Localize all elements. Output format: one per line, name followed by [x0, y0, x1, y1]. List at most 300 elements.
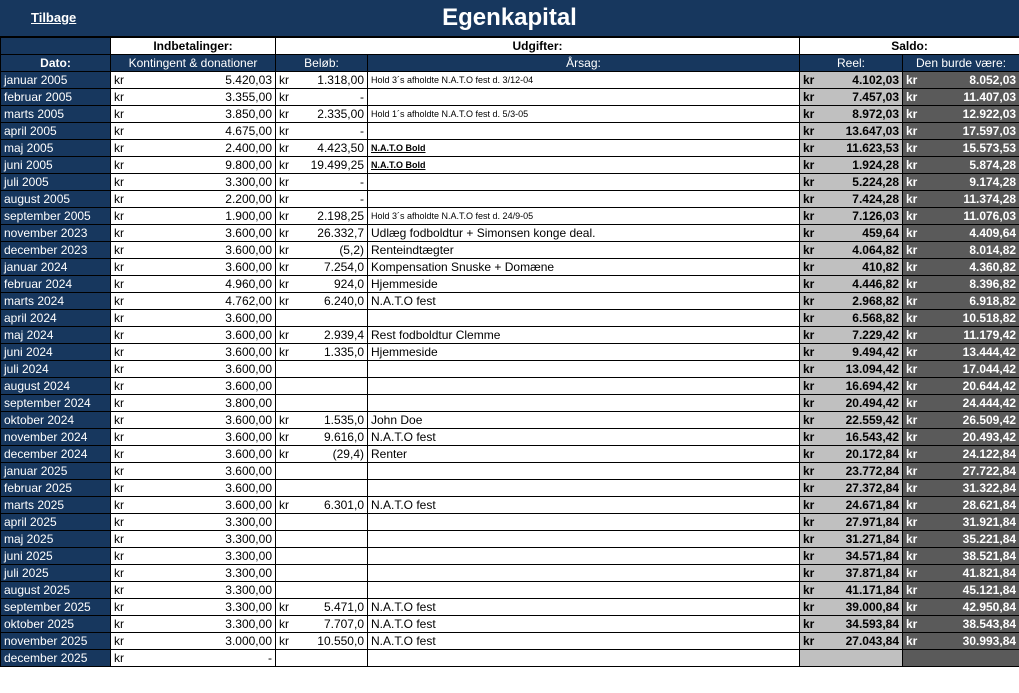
burde-currency-cell[interactable]: kr	[903, 276, 930, 293]
expense-amount-cell[interactable]	[308, 361, 368, 378]
expense-currency-cell[interactable]: kr	[276, 497, 308, 514]
reel-currency-cell[interactable]: kr	[800, 89, 827, 106]
income-amount-cell[interactable]: 5.420,03	[148, 72, 276, 89]
reel-currency-cell[interactable]: kr	[800, 599, 827, 616]
reason-cell[interactable]	[368, 565, 800, 582]
reel-currency-cell[interactable]: kr	[800, 514, 827, 531]
expense-amount-cell[interactable]: 19.499,25	[308, 157, 368, 174]
income-currency-cell[interactable]: kr	[111, 650, 148, 667]
date-cell[interactable]: marts 2025	[1, 497, 111, 514]
reason-cell[interactable]: N.A.T.O Bold	[368, 140, 800, 157]
burde-currency-cell[interactable]: kr	[903, 531, 930, 548]
reason-cell[interactable]: Hold 3´s afholdte N.A.T.O fest d. 3/12-04	[368, 72, 800, 89]
income-currency-cell[interactable]: kr	[111, 582, 148, 599]
expense-amount-cell[interactable]: -	[308, 89, 368, 106]
reason-cell[interactable]	[368, 514, 800, 531]
date-cell[interactable]: januar 2025	[1, 463, 111, 480]
expense-amount-cell[interactable]: 26.332,7	[308, 225, 368, 242]
income-currency-cell[interactable]: kr	[111, 480, 148, 497]
income-currency-cell[interactable]: kr	[111, 429, 148, 446]
burde-currency-cell[interactable]: kr	[903, 174, 930, 191]
reel-currency-cell[interactable]	[800, 650, 827, 667]
reel-currency-cell[interactable]: kr	[800, 123, 827, 140]
expense-amount-cell[interactable]	[308, 395, 368, 412]
date-cell[interactable]: maj 2025	[1, 531, 111, 548]
reel-balance-cell[interactable]: 20.494,42	[827, 395, 903, 412]
burde-currency-cell[interactable]: kr	[903, 259, 930, 276]
burde-balance-cell[interactable]: 11.374,28	[930, 191, 1019, 208]
income-amount-cell[interactable]: 4.675,00	[148, 123, 276, 140]
reel-balance-cell[interactable]: 22.559,42	[827, 412, 903, 429]
reel-currency-cell[interactable]: kr	[800, 310, 827, 327]
reason-cell[interactable]: Udlæg fodboldtur + Simonsen konge deal.	[368, 225, 800, 242]
burde-currency-cell[interactable]: kr	[903, 225, 930, 242]
burde-balance-cell[interactable]: 8.396,82	[930, 276, 1019, 293]
income-currency-cell[interactable]: kr	[111, 259, 148, 276]
expense-amount-cell[interactable]: 2.939,4	[308, 327, 368, 344]
reel-balance-cell[interactable]: 27.372,84	[827, 480, 903, 497]
income-amount-cell[interactable]: 3.000,00	[148, 633, 276, 650]
reel-currency-cell[interactable]: kr	[800, 616, 827, 633]
reel-balance-cell[interactable]: 7.424,28	[827, 191, 903, 208]
income-amount-cell[interactable]: 2.200,00	[148, 191, 276, 208]
burde-balance-cell[interactable]: 4.409,64	[930, 225, 1019, 242]
reel-balance-cell[interactable]: 4.064,82	[827, 242, 903, 259]
reel-currency-cell[interactable]: kr	[800, 497, 827, 514]
income-amount-cell[interactable]: 3.600,00	[148, 446, 276, 463]
date-cell[interactable]: april 2005	[1, 123, 111, 140]
income-currency-cell[interactable]: kr	[111, 276, 148, 293]
date-cell[interactable]: oktober 2024	[1, 412, 111, 429]
income-currency-cell[interactable]: kr	[111, 395, 148, 412]
reason-cell[interactable]: John Doe	[368, 412, 800, 429]
date-cell[interactable]: august 2005	[1, 191, 111, 208]
burde-currency-cell[interactable]: kr	[903, 633, 930, 650]
reel-balance-cell[interactable]: 31.271,84	[827, 531, 903, 548]
income-currency-cell[interactable]: kr	[111, 174, 148, 191]
income-amount-cell[interactable]: 3.300,00	[148, 599, 276, 616]
expense-amount-cell[interactable]: -	[308, 174, 368, 191]
burde-balance-cell[interactable]: 17.044,42	[930, 361, 1019, 378]
burde-currency-cell[interactable]: kr	[903, 616, 930, 633]
reel-currency-cell[interactable]: kr	[800, 480, 827, 497]
reel-balance-cell[interactable]	[827, 650, 903, 667]
reason-cell[interactable]: N.A.T.O fest	[368, 616, 800, 633]
reel-balance-cell[interactable]: 39.000,84	[827, 599, 903, 616]
income-currency-cell[interactable]: kr	[111, 89, 148, 106]
reason-cell[interactable]	[368, 480, 800, 497]
burde-balance-cell[interactable]: 24.122,84	[930, 446, 1019, 463]
reel-currency-cell[interactable]: kr	[800, 429, 827, 446]
burde-balance-cell[interactable]: 26.509,42	[930, 412, 1019, 429]
reason-cell[interactable]: Hjemmeside	[368, 344, 800, 361]
expense-currency-cell[interactable]: kr	[276, 242, 308, 259]
income-amount-cell[interactable]: 3.600,00	[148, 310, 276, 327]
income-amount-cell[interactable]: 3.600,00	[148, 259, 276, 276]
reason-cell[interactable]	[368, 650, 800, 667]
expense-currency-cell[interactable]	[276, 310, 308, 327]
income-amount-cell[interactable]: 3.600,00	[148, 344, 276, 361]
income-currency-cell[interactable]: kr	[111, 191, 148, 208]
date-cell[interactable]: februar 2005	[1, 89, 111, 106]
burde-balance-cell[interactable]: 5.874,28	[930, 157, 1019, 174]
income-currency-cell[interactable]: kr	[111, 242, 148, 259]
reel-currency-cell[interactable]: kr	[800, 395, 827, 412]
date-cell[interactable]: maj 2024	[1, 327, 111, 344]
expense-amount-cell[interactable]	[308, 582, 368, 599]
burde-balance-cell[interactable]: 10.518,82	[930, 310, 1019, 327]
expense-currency-cell[interactable]: kr	[276, 412, 308, 429]
reel-currency-cell[interactable]: kr	[800, 225, 827, 242]
income-amount-cell[interactable]: 3.600,00	[148, 497, 276, 514]
income-amount-cell[interactable]: 3.600,00	[148, 412, 276, 429]
expense-currency-cell[interactable]	[276, 480, 308, 497]
reel-balance-cell[interactable]: 1.924,28	[827, 157, 903, 174]
reel-balance-cell[interactable]: 8.972,03	[827, 106, 903, 123]
reel-currency-cell[interactable]: kr	[800, 344, 827, 361]
reel-balance-cell[interactable]: 4.446,82	[827, 276, 903, 293]
burde-currency-cell[interactable]: kr	[903, 565, 930, 582]
income-amount-cell[interactable]: 3.300,00	[148, 174, 276, 191]
income-currency-cell[interactable]: kr	[111, 140, 148, 157]
reason-cell[interactable]: N.A.T.O fest	[368, 293, 800, 310]
date-cell[interactable]: september 2024	[1, 395, 111, 412]
expense-amount-cell[interactable]: 5.471,0	[308, 599, 368, 616]
date-cell[interactable]: oktober 2025	[1, 616, 111, 633]
income-amount-cell[interactable]: 3.300,00	[148, 548, 276, 565]
expense-amount-cell[interactable]	[308, 531, 368, 548]
income-currency-cell[interactable]: kr	[111, 446, 148, 463]
expense-currency-cell[interactable]: kr	[276, 106, 308, 123]
reel-balance-cell[interactable]: 11.623,53	[827, 140, 903, 157]
reel-balance-cell[interactable]: 5.224,28	[827, 174, 903, 191]
burde-balance-cell[interactable]: 9.174,28	[930, 174, 1019, 191]
reason-cell[interactable]	[368, 395, 800, 412]
reason-cell[interactable]	[368, 361, 800, 378]
income-currency-cell[interactable]: kr	[111, 616, 148, 633]
reason-cell[interactable]: Hold 3´s afholdte N.A.T.O fest d. 24/9-05	[368, 208, 800, 225]
reel-balance-cell[interactable]: 9.494,42	[827, 344, 903, 361]
reason-cell[interactable]	[368, 191, 800, 208]
expense-currency-cell[interactable]: kr	[276, 633, 308, 650]
burde-balance-cell[interactable]: 20.493,42	[930, 429, 1019, 446]
income-amount-cell[interactable]: 3.300,00	[148, 531, 276, 548]
burde-currency-cell[interactable]	[903, 650, 930, 667]
expense-currency-cell[interactable]	[276, 582, 308, 599]
expense-currency-cell[interactable]	[276, 395, 308, 412]
expense-amount-cell[interactable]	[308, 548, 368, 565]
burde-currency-cell[interactable]: kr	[903, 463, 930, 480]
burde-currency-cell[interactable]: kr	[903, 378, 930, 395]
income-amount-cell[interactable]: 3.300,00	[148, 616, 276, 633]
income-amount-cell[interactable]: 3.300,00	[148, 565, 276, 582]
expense-amount-cell[interactable]: 6.240,0	[308, 293, 368, 310]
reason-cell[interactable]: Hjemmeside	[368, 276, 800, 293]
reel-balance-cell[interactable]: 2.968,82	[827, 293, 903, 310]
reason-cell[interactable]	[368, 582, 800, 599]
date-cell[interactable]: december 2025	[1, 650, 111, 667]
date-cell[interactable]: juli 2025	[1, 565, 111, 582]
reason-cell[interactable]: N.A.T.O fest	[368, 429, 800, 446]
date-cell[interactable]: september 2025	[1, 599, 111, 616]
expense-amount-cell[interactable]: (29,4)	[308, 446, 368, 463]
burde-balance-cell[interactable]: 11.076,03	[930, 208, 1019, 225]
expense-amount-cell[interactable]: 7.254,0	[308, 259, 368, 276]
reel-currency-cell[interactable]: kr	[800, 463, 827, 480]
burde-currency-cell[interactable]: kr	[903, 412, 930, 429]
expense-currency-cell[interactable]: kr	[276, 191, 308, 208]
date-cell[interactable]: januar 2005	[1, 72, 111, 89]
income-currency-cell[interactable]: kr	[111, 412, 148, 429]
expense-currency-cell[interactable]: kr	[276, 344, 308, 361]
burde-balance-cell[interactable]: 31.322,84	[930, 480, 1019, 497]
date-cell[interactable]: februar 2024	[1, 276, 111, 293]
expense-amount-cell[interactable]: 1.335,0	[308, 344, 368, 361]
reason-cell[interactable]: Hold 1´s afholdte N.A.T.O fest d. 5/3-05	[368, 106, 800, 123]
date-cell[interactable]: juli 2024	[1, 361, 111, 378]
reel-currency-cell[interactable]: kr	[800, 242, 827, 259]
income-currency-cell[interactable]: kr	[111, 344, 148, 361]
date-cell[interactable]: februar 2025	[1, 480, 111, 497]
expense-currency-cell[interactable]: kr	[276, 157, 308, 174]
expense-currency-cell[interactable]: kr	[276, 208, 308, 225]
expense-amount-cell[interactable]	[308, 463, 368, 480]
burde-balance-cell[interactable]: 12.922,03	[930, 106, 1019, 123]
reel-balance-cell[interactable]: 16.694,42	[827, 378, 903, 395]
income-amount-cell[interactable]: 2.400,00	[148, 140, 276, 157]
reel-balance-cell[interactable]: 7.229,42	[827, 327, 903, 344]
income-currency-cell[interactable]: kr	[111, 327, 148, 344]
burde-balance-cell[interactable]: 45.121,84	[930, 582, 1019, 599]
reason-cell[interactable]: N.A.T.O fest	[368, 599, 800, 616]
burde-currency-cell[interactable]: kr	[903, 293, 930, 310]
expense-amount-cell[interactable]	[308, 310, 368, 327]
reel-currency-cell[interactable]: kr	[800, 259, 827, 276]
reel-balance-cell[interactable]: 20.172,84	[827, 446, 903, 463]
burde-currency-cell[interactable]: kr	[903, 514, 930, 531]
expense-amount-cell[interactable]: (5,2)	[308, 242, 368, 259]
income-currency-cell[interactable]: kr	[111, 463, 148, 480]
expense-currency-cell[interactable]	[276, 548, 308, 565]
income-currency-cell[interactable]: kr	[111, 123, 148, 140]
expense-currency-cell[interactable]: kr	[276, 140, 308, 157]
expense-currency-cell[interactable]: kr	[276, 225, 308, 242]
date-cell[interactable]: november 2023	[1, 225, 111, 242]
reason-cell[interactable]: N.A.T.O fest	[368, 497, 800, 514]
expense-amount-cell[interactable]	[308, 650, 368, 667]
income-amount-cell[interactable]: 9.800,00	[148, 157, 276, 174]
reason-cell[interactable]	[368, 548, 800, 565]
reason-cell[interactable]	[368, 174, 800, 191]
reason-cell[interactable]: Renteindtægter	[368, 242, 800, 259]
reel-currency-cell[interactable]: kr	[800, 72, 827, 89]
income-currency-cell[interactable]: kr	[111, 293, 148, 310]
reel-balance-cell[interactable]: 410,82	[827, 259, 903, 276]
burde-currency-cell[interactable]: kr	[903, 140, 930, 157]
burde-currency-cell[interactable]: kr	[903, 497, 930, 514]
expense-currency-cell[interactable]: kr	[276, 259, 308, 276]
reel-balance-cell[interactable]: 7.126,03	[827, 208, 903, 225]
burde-balance-cell[interactable]: 8.052,03	[930, 72, 1019, 89]
reason-cell[interactable]: Rest fodboldtur Clemme	[368, 327, 800, 344]
reel-currency-cell[interactable]: kr	[800, 412, 827, 429]
date-cell[interactable]: marts 2005	[1, 106, 111, 123]
reel-balance-cell[interactable]: 13.094,42	[827, 361, 903, 378]
date-cell[interactable]: januar 2024	[1, 259, 111, 276]
income-amount-cell[interactable]: 3.600,00	[148, 378, 276, 395]
burde-currency-cell[interactable]: kr	[903, 344, 930, 361]
expense-currency-cell[interactable]	[276, 361, 308, 378]
expense-amount-cell[interactable]: 1.318,00	[308, 72, 368, 89]
expense-currency-cell[interactable]	[276, 650, 308, 667]
income-currency-cell[interactable]: kr	[111, 497, 148, 514]
reason-cell[interactable]: N.A.T.O fest	[368, 633, 800, 650]
income-amount-cell[interactable]: 3.600,00	[148, 327, 276, 344]
expense-amount-cell[interactable]: -	[308, 191, 368, 208]
income-currency-cell[interactable]: kr	[111, 361, 148, 378]
date-cell[interactable]: november 2024	[1, 429, 111, 446]
expense-currency-cell[interactable]: kr	[276, 123, 308, 140]
reel-balance-cell[interactable]: 23.772,84	[827, 463, 903, 480]
burde-currency-cell[interactable]: kr	[903, 548, 930, 565]
burde-balance-cell[interactable]: 42.950,84	[930, 599, 1019, 616]
burde-balance-cell[interactable]: 11.179,42	[930, 327, 1019, 344]
income-amount-cell[interactable]: 3.600,00	[148, 361, 276, 378]
income-amount-cell[interactable]: -	[148, 650, 276, 667]
burde-currency-cell[interactable]: kr	[903, 599, 930, 616]
reel-balance-cell[interactable]: 4.102,03	[827, 72, 903, 89]
reel-currency-cell[interactable]: kr	[800, 327, 827, 344]
expense-amount-cell[interactable]	[308, 514, 368, 531]
burde-currency-cell[interactable]: kr	[903, 157, 930, 174]
reel-balance-cell[interactable]: 459,64	[827, 225, 903, 242]
expense-currency-cell[interactable]	[276, 463, 308, 480]
burde-currency-cell[interactable]: kr	[903, 310, 930, 327]
reel-balance-cell[interactable]: 27.971,84	[827, 514, 903, 531]
burde-balance-cell[interactable]: 11.407,03	[930, 89, 1019, 106]
income-amount-cell[interactable]: 4.960,00	[148, 276, 276, 293]
date-cell[interactable]: april 2024	[1, 310, 111, 327]
income-currency-cell[interactable]: kr	[111, 310, 148, 327]
date-cell[interactable]: juli 2005	[1, 174, 111, 191]
expense-amount-cell[interactable]: 6.301,0	[308, 497, 368, 514]
date-cell[interactable]: december 2024	[1, 446, 111, 463]
expense-currency-cell[interactable]: kr	[276, 446, 308, 463]
expense-currency-cell[interactable]: kr	[276, 327, 308, 344]
income-currency-cell[interactable]: kr	[111, 106, 148, 123]
burde-balance-cell[interactable]: 4.360,82	[930, 259, 1019, 276]
expense-currency-cell[interactable]	[276, 378, 308, 395]
reason-cell[interactable]: Renter	[368, 446, 800, 463]
burde-balance-cell[interactable]: 27.722,84	[930, 463, 1019, 480]
reel-balance-cell[interactable]: 27.043,84	[827, 633, 903, 650]
reason-cell[interactable]	[368, 531, 800, 548]
reason-cell[interactable]	[368, 463, 800, 480]
expense-amount-cell[interactable]: 10.550,0	[308, 633, 368, 650]
burde-balance-cell[interactable]: 38.543,84	[930, 616, 1019, 633]
income-amount-cell[interactable]: 3.600,00	[148, 242, 276, 259]
back-link[interactable]: Tilbage	[31, 10, 77, 25]
expense-currency-cell[interactable]: kr	[276, 89, 308, 106]
burde-currency-cell[interactable]: kr	[903, 582, 930, 599]
expense-currency-cell[interactable]: kr	[276, 174, 308, 191]
income-currency-cell[interactable]: kr	[111, 565, 148, 582]
expense-amount-cell[interactable]: 1.535,0	[308, 412, 368, 429]
date-cell[interactable]: juni 2024	[1, 344, 111, 361]
reel-currency-cell[interactable]: kr	[800, 174, 827, 191]
expense-amount-cell[interactable]	[308, 565, 368, 582]
burde-balance-cell[interactable]: 8.014,82	[930, 242, 1019, 259]
reel-balance-cell[interactable]: 34.571,84	[827, 548, 903, 565]
expense-amount-cell[interactable]: 9.616,0	[308, 429, 368, 446]
reel-currency-cell[interactable]: kr	[800, 378, 827, 395]
reason-cell[interactable]: N.A.T.O Bold	[368, 157, 800, 174]
reel-balance-cell[interactable]: 6.568,82	[827, 310, 903, 327]
expense-currency-cell[interactable]: kr	[276, 616, 308, 633]
burde-balance-cell[interactable]: 17.597,03	[930, 123, 1019, 140]
expense-amount-cell[interactable]: 4.423,50	[308, 140, 368, 157]
reason-cell[interactable]: Kompensation Snuske + Domæne	[368, 259, 800, 276]
income-amount-cell[interactable]: 3.850,00	[148, 106, 276, 123]
expense-amount-cell[interactable]	[308, 480, 368, 497]
reel-balance-cell[interactable]: 7.457,03	[827, 89, 903, 106]
reel-currency-cell[interactable]: kr	[800, 361, 827, 378]
expense-currency-cell[interactable]: kr	[276, 599, 308, 616]
reel-currency-cell[interactable]: kr	[800, 106, 827, 123]
income-amount-cell[interactable]: 3.600,00	[148, 225, 276, 242]
reel-balance-cell[interactable]: 34.593,84	[827, 616, 903, 633]
reel-currency-cell[interactable]: kr	[800, 140, 827, 157]
income-amount-cell[interactable]: 1.900,00	[148, 208, 276, 225]
burde-balance-cell[interactable]: 15.573,53	[930, 140, 1019, 157]
burde-balance-cell[interactable]: 6.918,82	[930, 293, 1019, 310]
income-currency-cell[interactable]: kr	[111, 72, 148, 89]
income-amount-cell[interactable]: 3.300,00	[148, 514, 276, 531]
burde-balance-cell[interactable]	[930, 650, 1019, 667]
reel-currency-cell[interactable]: kr	[800, 582, 827, 599]
reel-currency-cell[interactable]: kr	[800, 208, 827, 225]
burde-currency-cell[interactable]: kr	[903, 429, 930, 446]
reel-currency-cell[interactable]: kr	[800, 633, 827, 650]
reel-balance-cell[interactable]: 16.543,42	[827, 429, 903, 446]
income-amount-cell[interactable]: 3.600,00	[148, 429, 276, 446]
reel-balance-cell[interactable]: 41.171,84	[827, 582, 903, 599]
expense-amount-cell[interactable]: 2.198,25	[308, 208, 368, 225]
expense-currency-cell[interactable]: kr	[276, 293, 308, 310]
burde-balance-cell[interactable]: 35.221,84	[930, 531, 1019, 548]
burde-balance-cell[interactable]: 20.644,42	[930, 378, 1019, 395]
burde-currency-cell[interactable]: kr	[903, 106, 930, 123]
burde-currency-cell[interactable]: kr	[903, 480, 930, 497]
burde-currency-cell[interactable]: kr	[903, 395, 930, 412]
reel-currency-cell[interactable]: kr	[800, 446, 827, 463]
expense-amount-cell[interactable]: 2.335,00	[308, 106, 368, 123]
burde-currency-cell[interactable]: kr	[903, 123, 930, 140]
reel-currency-cell[interactable]: kr	[800, 565, 827, 582]
burde-balance-cell[interactable]: 28.621,84	[930, 497, 1019, 514]
expense-amount-cell[interactable]: -	[308, 123, 368, 140]
reel-balance-cell[interactable]: 13.647,03	[827, 123, 903, 140]
reel-currency-cell[interactable]: kr	[800, 191, 827, 208]
date-cell[interactable]: juni 2005	[1, 157, 111, 174]
date-cell[interactable]: april 2025	[1, 514, 111, 531]
income-currency-cell[interactable]: kr	[111, 378, 148, 395]
reason-cell[interactable]	[368, 378, 800, 395]
reel-balance-cell[interactable]: 37.871,84	[827, 565, 903, 582]
expense-currency-cell[interactable]	[276, 531, 308, 548]
expense-currency-cell[interactable]: kr	[276, 429, 308, 446]
burde-currency-cell[interactable]: kr	[903, 72, 930, 89]
